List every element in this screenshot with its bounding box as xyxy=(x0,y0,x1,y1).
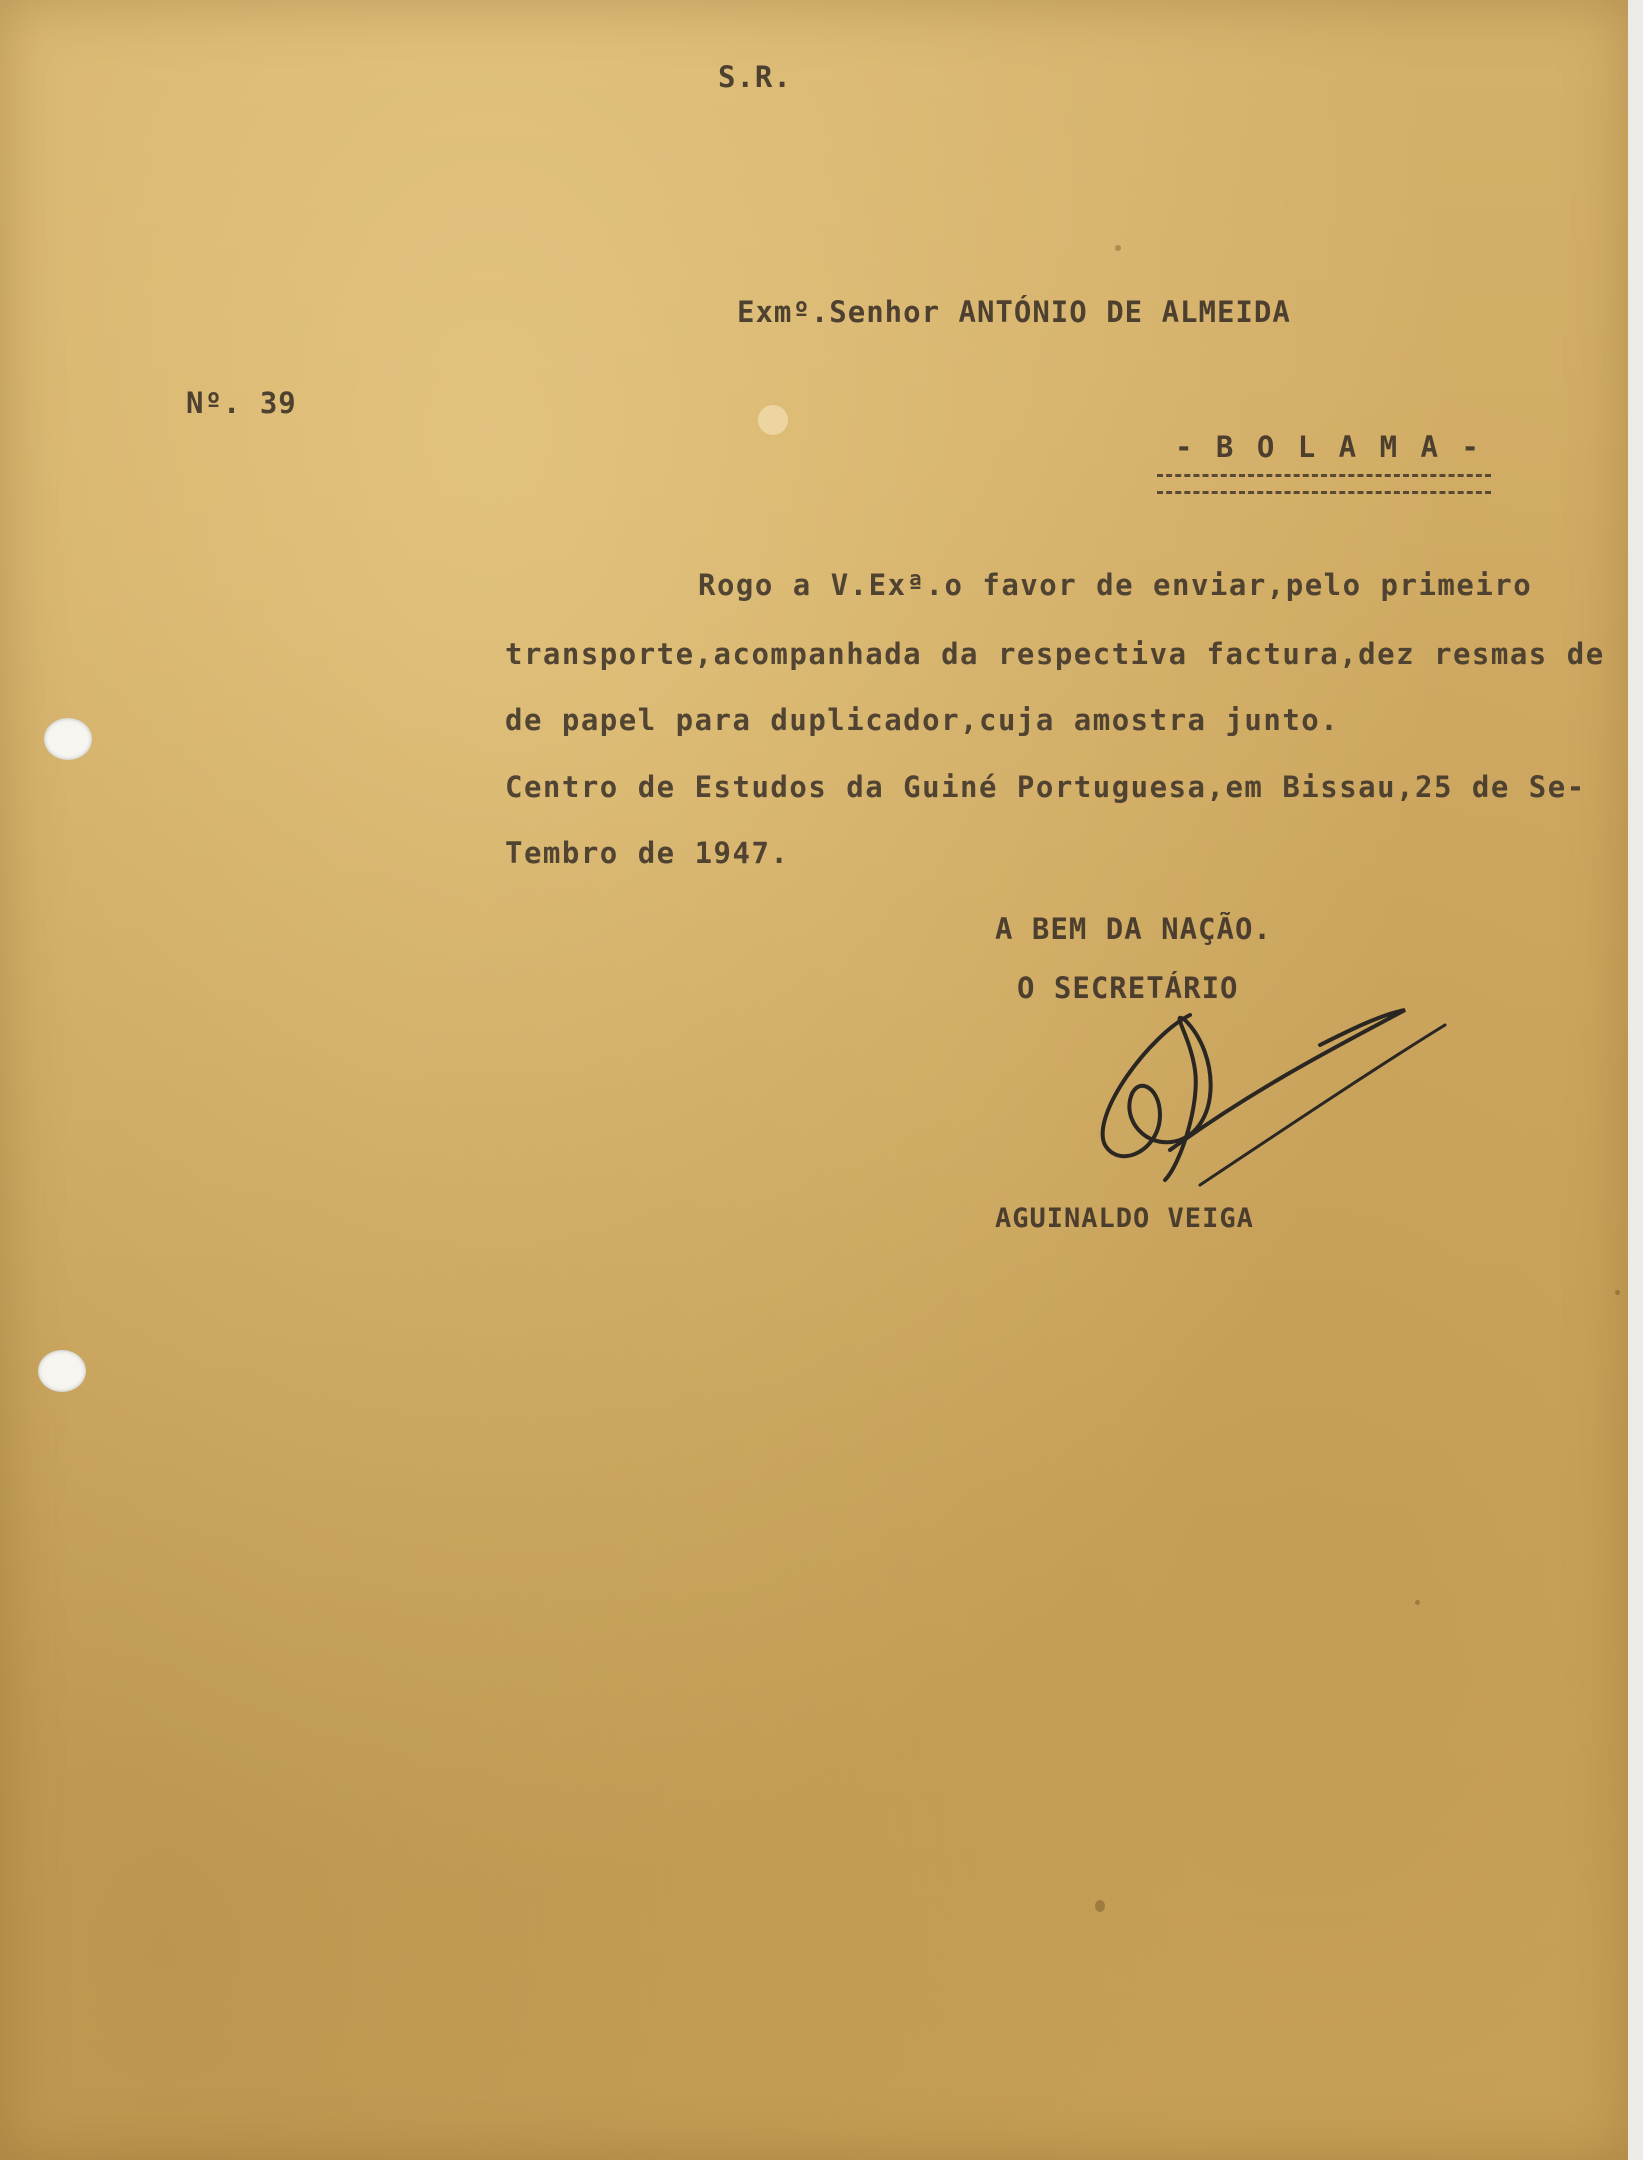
signature-stroke xyxy=(1103,1015,1211,1180)
signatory-role: O SECRETÁRIO xyxy=(1017,971,1239,1005)
header-code: S.R. xyxy=(718,60,792,94)
handwritten-signature xyxy=(1070,975,1470,1205)
closing-formula: A BEM DA NAÇÃO. xyxy=(995,912,1272,946)
paper-speck xyxy=(1115,245,1121,251)
location-underline xyxy=(1157,474,1491,494)
paper-speck xyxy=(1415,1600,1420,1605)
scan-margin xyxy=(1628,0,1643,2160)
punch-hole-bottom xyxy=(38,1350,86,1392)
body-line: de papel para duplicador,cuja amostra junto. xyxy=(505,703,1340,737)
signatory-name: AGUINALDO VEIGA xyxy=(995,1203,1254,1234)
location: - B O L A M A - xyxy=(1175,430,1482,464)
body-line: Tembro de 1947. xyxy=(505,836,790,870)
letter-number: Nº. 39 xyxy=(186,386,297,420)
paper-stain xyxy=(758,405,788,435)
body-line: Rogo a V.Exª.o favor de enviar,pelo primeiro xyxy=(698,568,1533,602)
punch-hole-top xyxy=(44,718,92,760)
addressee: Exmº.Senhor ANTÓNIO DE ALMEIDA xyxy=(737,295,1291,329)
paper-speck xyxy=(1095,1900,1105,1912)
body-line: Centro de Estudos da Guiné Portuguesa,em Bissau,25 de Se- xyxy=(505,770,1586,804)
body-line: transporte,acompanhada da respectiva factura,dez resmas de xyxy=(505,637,1605,671)
paper-speck xyxy=(1615,1290,1620,1295)
signature-stroke xyxy=(1170,1010,1405,1150)
